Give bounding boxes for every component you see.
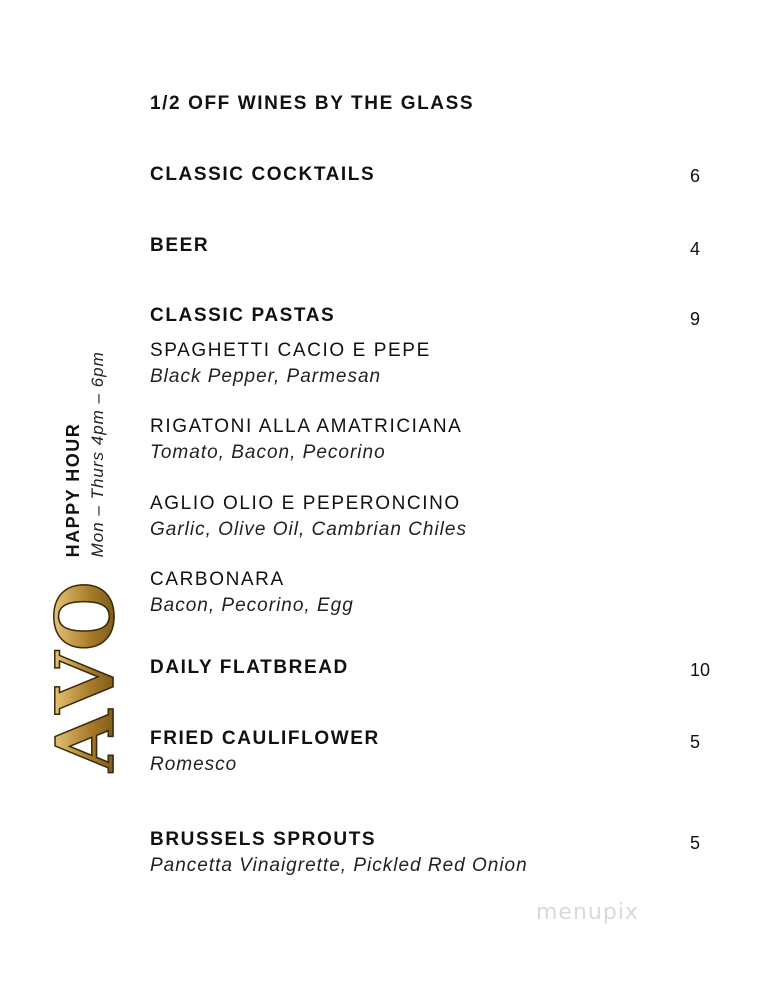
happy-hour-sidebar	[40, 300, 130, 780]
item-price: 4	[690, 239, 701, 259]
pasta-description: Garlic, Olive Oil, Cambrian Chiles	[150, 519, 467, 540]
pasta-item	[150, 493, 720, 541]
menupix-watermark: menupix	[536, 900, 639, 925]
item-price: 9	[690, 309, 701, 329]
item-name: DAILY FLATBREAD	[150, 657, 349, 678]
item-name: FRIED CAULIFLOWER	[150, 728, 380, 749]
menu-item-wines	[150, 93, 720, 115]
item-name: BRUSSELS SPROUTS	[150, 829, 377, 850]
pasta-item	[150, 569, 720, 617]
pasta-description: Black Pepper, Parmesan	[150, 366, 382, 387]
pasta-name: SPAGHETTI CACIO E PEPE	[150, 340, 431, 361]
happy-hour-title: HAPPY HOUR	[62, 422, 83, 558]
pasta-item	[150, 416, 720, 464]
menu-item-cocktails	[150, 164, 720, 186]
item-price: 10	[690, 660, 711, 680]
avo-logo: AVO	[38, 579, 132, 772]
pasta-description: Tomato, Bacon, Pecorino	[150, 442, 386, 463]
menu-item-cauliflower	[150, 728, 720, 776]
menu-item-flatbread	[150, 657, 720, 679]
menu-item-sprouts	[150, 829, 720, 877]
pasta-item	[150, 340, 720, 388]
pasta-name: CARBONARA	[150, 569, 285, 590]
happy-hour-block	[63, 351, 108, 557]
item-price: 5	[690, 833, 701, 853]
pasta-name: AGLIO OLIO E PEPERONCINO	[150, 493, 461, 514]
menu-item-beer	[150, 235, 720, 257]
item-name: 1/2 OFF WINES BY THE GLASS	[150, 93, 475, 114]
menu-item-pastas	[150, 305, 720, 327]
pasta-description: Bacon, Pecorino, Egg	[150, 595, 354, 616]
item-price: 5	[690, 732, 701, 752]
item-description: Romesco	[150, 754, 238, 775]
item-description: Pancetta Vinaigrette, Pickled Red Onion	[150, 855, 528, 876]
item-name: CLASSIC COCKTAILS	[150, 164, 376, 185]
pasta-name: RIGATONI ALLA AMATRICIANA	[150, 416, 463, 437]
item-name: CLASSIC PASTAS	[150, 305, 336, 326]
item-name: BEER	[150, 235, 210, 256]
happy-hour-hours: Mon – Thurs 4pm – 6pm	[87, 351, 107, 558]
item-price: 6	[690, 166, 701, 186]
